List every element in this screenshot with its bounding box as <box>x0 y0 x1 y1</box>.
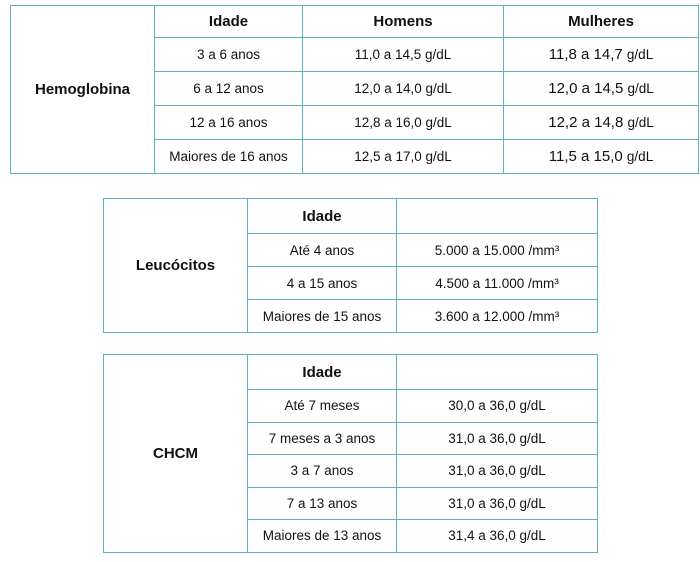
mulheres-value: 11,5 a 15,0 <box>548 148 623 165</box>
homens-cell: 12,5 a 17,0 g/dL <box>303 140 504 174</box>
idade-cell: 7 a 13 anos <box>248 487 397 520</box>
idade-cell: Até 4 anos <box>248 234 397 267</box>
idade-cell: 3 a 7 anos <box>248 455 397 488</box>
mulheres-unit: g/dL <box>627 115 654 130</box>
idade-cell: 6 a 12 anos <box>155 72 303 106</box>
mulheres-cell <box>504 140 699 174</box>
header-valor <box>397 355 598 390</box>
header-homens: Homens <box>303 6 504 38</box>
valor-cell: 31,4 a 36,0 g/dL <box>397 520 598 553</box>
mulheres-unit: g/dL <box>626 149 654 164</box>
mulheres-cell <box>504 72 699 106</box>
leucocitos-table <box>103 198 598 333</box>
mulheres-unit: g/dL <box>627 81 654 96</box>
header-mulheres: Mulheres <box>504 6 699 38</box>
valor-cell: 31,0 a 36,0 g/dL <box>397 455 598 488</box>
valor-cell: 5.000 a 15.000 /mm³ <box>397 234 598 267</box>
valor-cell: 30,0 a 36,0 g/dL <box>397 390 598 423</box>
homens-cell: 12,0 a 14,0 g/dL <box>303 72 504 106</box>
table-header-row <box>11 6 699 38</box>
chcm-label: CHCM <box>104 355 248 553</box>
header-idade: Idade <box>248 355 397 390</box>
mulheres-cell <box>504 38 699 72</box>
valor-cell: 31,0 a 36,0 g/dL <box>397 487 598 520</box>
table-header-row <box>104 199 598 234</box>
valor-cell: 31,0 a 36,0 g/dL <box>397 422 598 455</box>
mulheres-value: 11,8 a 14,7 <box>548 46 623 63</box>
idade-cell: 4 a 15 anos <box>248 267 397 300</box>
hemoglobina-table <box>10 5 699 174</box>
idade-cell: Maiores de 13 anos <box>248 520 397 553</box>
mulheres-cell <box>504 106 699 140</box>
leucocitos-label: Leucócitos <box>104 199 248 333</box>
idade-cell: Até 7 meses <box>248 390 397 423</box>
header-idade: Idade <box>155 6 303 38</box>
idade-cell: Maiores de 15 anos <box>248 300 397 333</box>
homens-cell: 12,8 a 16,0 g/dL <box>303 106 504 140</box>
header-idade: Idade <box>248 199 397 234</box>
chcm-table <box>103 354 598 553</box>
idade-cell: 12 a 16 anos <box>155 106 303 140</box>
mulheres-value: 12,2 a 14,8 <box>548 114 624 131</box>
table-header-row <box>104 355 598 390</box>
idade-cell: Maiores de 16 anos <box>155 140 303 174</box>
idade-cell: 3 a 6 anos <box>155 38 303 72</box>
homens-cell: 11,0 a 14,5 g/dL <box>303 38 504 72</box>
valor-cell: 4.500 a 11.000 /mm³ <box>397 267 598 300</box>
header-valor <box>397 199 598 234</box>
hemoglobina-label: Hemoglobina <box>11 6 155 174</box>
idade-cell: 7 meses a 3 anos <box>248 422 397 455</box>
mulheres-value: 12,0 a 14,5 <box>548 80 624 97</box>
valor-cell: 3.600 a 12.000 /mm³ <box>397 300 598 333</box>
mulheres-unit: g/dL <box>626 47 654 62</box>
